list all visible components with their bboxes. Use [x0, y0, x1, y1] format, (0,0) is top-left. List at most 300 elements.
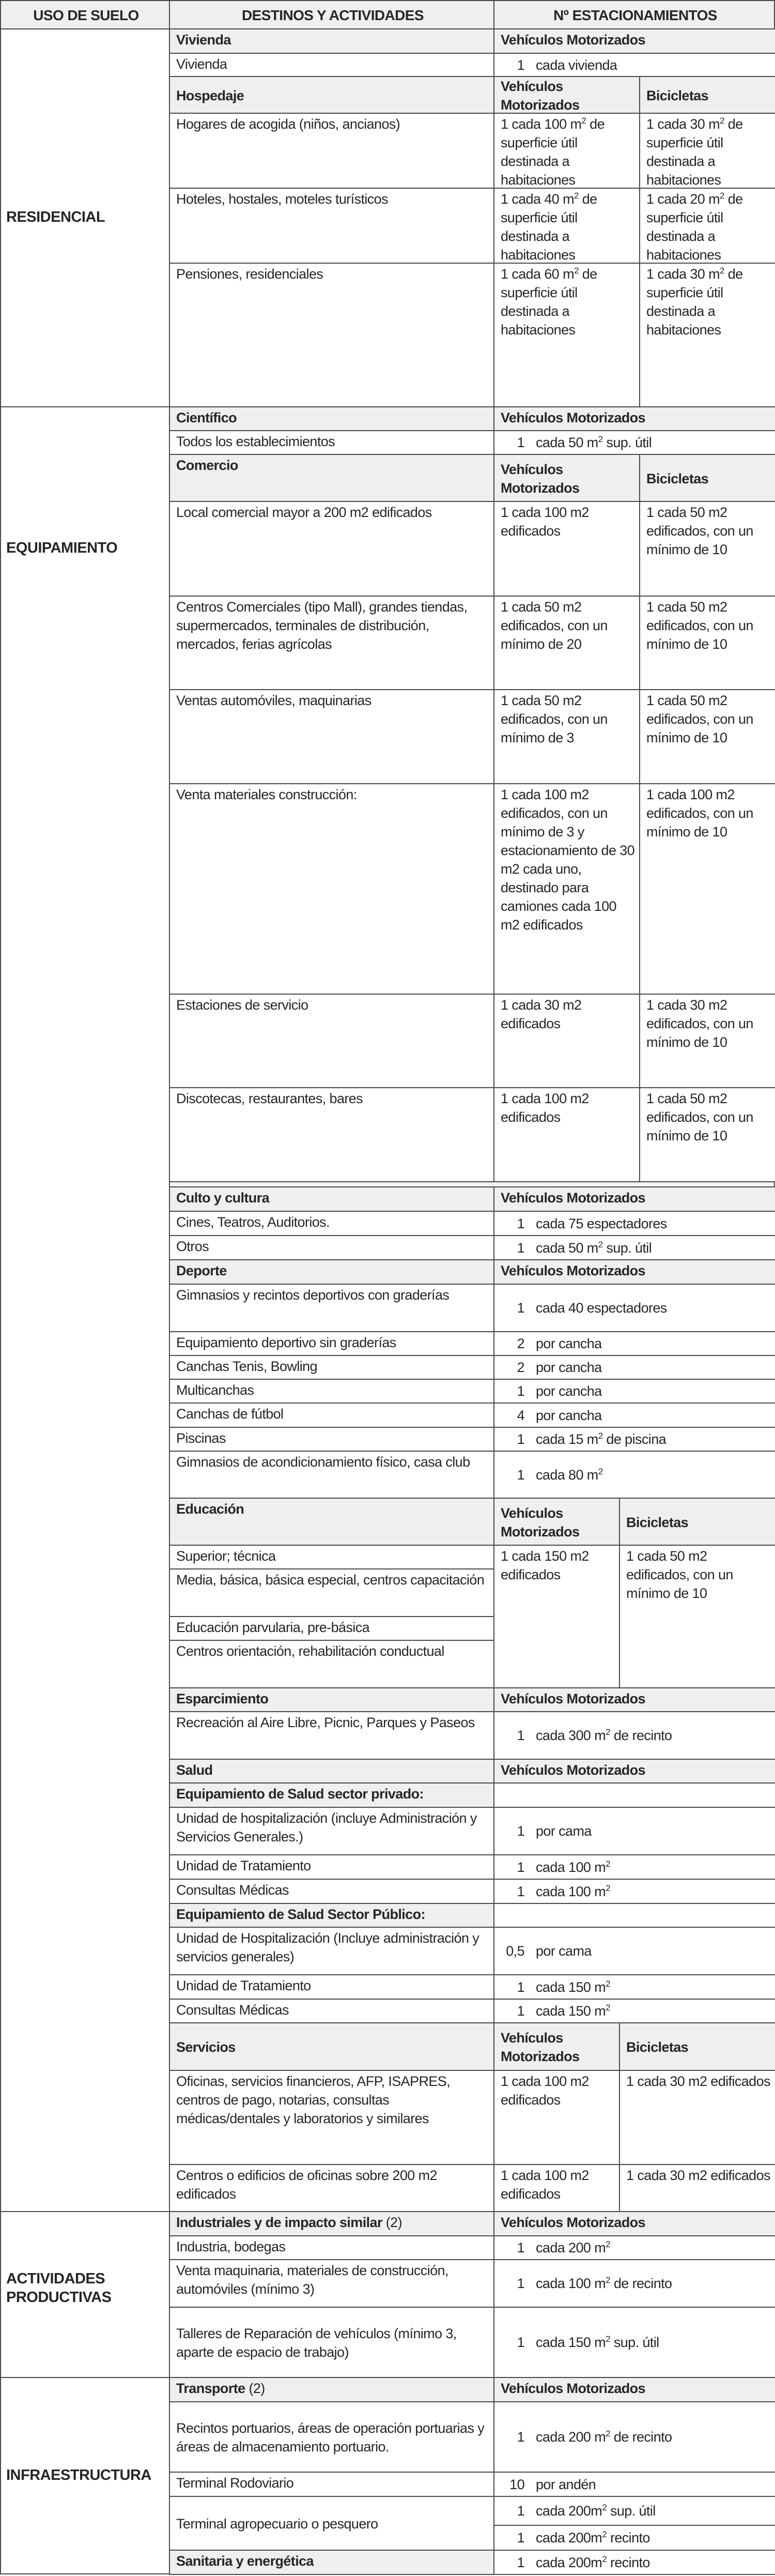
bicycle-requirement-text: 1 cada 30 $m^2$ de superficie útil destinada a habitaciones [646, 116, 743, 188]
activity-label: Venta materiales construcción: [176, 787, 357, 802]
section-title: Equipamiento de Salud sector privado: [176, 1786, 424, 1802]
parking-value [494, 1404, 775, 1427]
parking-unit: por cama [536, 1823, 592, 1839]
section-header [169, 2550, 494, 2575]
parking-value [494, 2526, 775, 2550]
vehicle-requirement [493, 113, 640, 189]
activity-label: Multicanchas [176, 1382, 254, 1398]
parking-value [494, 2473, 775, 2496]
parking-value [494, 1928, 775, 1974]
activity-label: Recintos portuarios, áreas de operación portuarias y áreas de almacenamiento portuario. [176, 2420, 485, 2455]
vehicle-requirement [493, 689, 640, 784]
section-vehicle-header [493, 1782, 775, 1808]
section-title: Científico [176, 410, 237, 425]
vehicle-requirement [493, 188, 640, 264]
footnote-ref: (2) [245, 2381, 265, 2396]
section-header [169, 2211, 494, 2236]
activity-label: Unidad de Hospitalización (Incluye administración y servicios generales) [176, 1930, 479, 1964]
section-vehicle-header [493, 2377, 775, 2402]
bicycle-column-header [619, 1498, 775, 1546]
vehicle-column-header [493, 76, 640, 114]
activity-row [169, 1211, 494, 1236]
bicycle-requirement [639, 596, 775, 690]
vehicle-column-header [493, 1498, 620, 1546]
vehicle-requirement [493, 783, 640, 995]
activity-label: Equipamiento deportivo sin graderías [176, 1335, 396, 1350]
activity-row [169, 2164, 494, 2212]
activity-row [169, 2235, 494, 2260]
bicycle-requirement-text: 1 cada 30 m2 edificados, con un mínimo de 10 [646, 997, 753, 1050]
parking-requirement [493, 430, 775, 455]
parking-quantity: 1 [517, 1728, 524, 1743]
activity-label: Gimnasios y recintos deportivos con graderías [176, 1287, 450, 1303]
vehicle-requirement [493, 1545, 620, 1688]
section-header [169, 1498, 494, 1546]
parking-quantity: 1 [517, 1215, 524, 1231]
activity-row [169, 501, 494, 597]
activity-row [169, 263, 494, 407]
vehicle-type-label: Vehículos Motorizados [501, 78, 580, 113]
bicycle-requirement-text: 1 cada 30 m2 edificados [626, 2168, 770, 2183]
activity-row [169, 1807, 494, 1855]
section-vehicle-header [493, 1186, 775, 1212]
activity-label: Otros [176, 1239, 209, 1254]
bicycle-requirement [619, 2164, 775, 2212]
activity-label: Terminal Rodoviario [176, 2475, 294, 2491]
section-vehicle-header [493, 1687, 775, 1712]
section-header [169, 2377, 494, 2402]
parking-requirement [493, 2401, 775, 2473]
parking-requirement [493, 2307, 775, 2378]
section-header [169, 1782, 494, 1808]
bicycle-requirement-text: 1 cada 50 m2 edificados, con un mínimo de 10 [646, 599, 753, 652]
vehicle-requirement [493, 2164, 620, 2212]
vehicle-requirement [493, 596, 640, 690]
parking-requirement [493, 2472, 775, 2497]
section-vehicle-header [493, 1903, 775, 1928]
vehicle-requirement [493, 994, 640, 1088]
section-header [169, 406, 494, 431]
activity-label: Discotecas, restaurantes, bares [176, 1091, 363, 1106]
parking-requirement [493, 1999, 775, 2023]
column-header-estacionamientos-label: Nº ESTACIONAMIENTOS [553, 7, 717, 23]
parking-requirement [493, 2259, 775, 2308]
activity-label: Superior; técnica [176, 1548, 276, 1564]
vehicle-column-header [493, 454, 640, 502]
activity-row [169, 53, 494, 77]
activity-row [169, 1616, 494, 1641]
activity-row [169, 596, 494, 690]
activity-row [169, 689, 494, 784]
parking-requirement [493, 2550, 775, 2575]
parking-value [494, 1285, 775, 1331]
activity-label: Industria, bodegas [176, 2239, 286, 2254]
parking-unit: cada 100 $m^2$ [536, 1858, 610, 1875]
parking-value [494, 1380, 775, 1403]
parking-quantity: 10 [509, 2476, 524, 2492]
section-title: Salud [176, 1762, 213, 1778]
parking-requirement [493, 1927, 775, 1975]
parking-value [494, 1880, 775, 1903]
parking-quantity: 4 [517, 1407, 524, 1423]
parking-value [494, 1236, 775, 1259]
bicycle-requirement [639, 994, 775, 1088]
parking-quantity: 1 [517, 1859, 524, 1875]
bicycle-column-header [619, 2022, 775, 2071]
parking-quantity: 1 [517, 1240, 524, 1256]
section-header [169, 1903, 494, 1928]
section-header [169, 1759, 494, 1784]
parking-requirement [493, 1974, 775, 2000]
uso-group-label: ACTIVIDADES PRODUCTIVAS [6, 2270, 112, 2306]
activity-label: Media, básica, básica especial, centros capacitación [176, 1572, 485, 1588]
section-title: Culto y cultura [176, 1190, 270, 1206]
parking-quantity: 2 [517, 1360, 524, 1375]
section-header [169, 454, 494, 502]
vehicle-requirement-text: 1 cada 100 m2 edificados [501, 2074, 589, 2108]
activity-row [169, 1427, 494, 1452]
parking-requirement [493, 1711, 775, 1760]
bicycle-requirement [639, 689, 775, 784]
section-title: Hospedaje [176, 87, 244, 103]
vehicle-requirement [493, 501, 640, 597]
section-title: Educación [176, 1501, 244, 1517]
parking-requirement [493, 1355, 775, 1380]
bicycle-requirement-text: 1 cada 50 m2 edificados, con un mínimo de 10 [646, 505, 753, 557]
activity-row [169, 1403, 494, 1428]
uso-group-label: RESIDENCIAL [6, 209, 105, 225]
parking-requirement [493, 1427, 775, 1452]
column-header-uso-label: USO DE SUELO [33, 7, 139, 23]
activity-row [169, 2070, 494, 2165]
parking-quantity: 1 [517, 1383, 524, 1399]
activity-row [169, 2259, 494, 2308]
parking-quantity: 1 [517, 57, 524, 73]
parking-unit: cada 150 $m^2$ sup. útil [536, 2334, 659, 2350]
bicycle-requirement-text: 1 cada 50 m2 edificados, con un mínimo de 10 [646, 693, 753, 745]
activity-label: Estaciones de servicio [176, 997, 308, 1013]
parking-value [494, 2000, 775, 2022]
parking-requirement [493, 1403, 775, 1428]
parking-quantity: 1 [517, 1467, 524, 1483]
vehicle-type-label: Vehículos Motorizados [501, 1263, 645, 1278]
bicycle-requirement-text: 1 cada 50 m2 edificados, con un mínimo de 10 [626, 1548, 733, 1601]
parking-unit: cada 200 $m^2$ [536, 2239, 610, 2255]
parking-requirement [493, 1379, 775, 1404]
activity-label: Consultas Médicas [176, 1882, 289, 1898]
vehicle-type-label: Vehículos Motorizados [501, 410, 645, 425]
parking-unit: cada 150 $m^2$ [536, 1978, 610, 1995]
section-title: Servicios [176, 2039, 236, 2055]
activity-label: Recreación al Aire Libre, Picnic, Parques y Paseos [176, 1715, 475, 1730]
parking-requirement [493, 1879, 775, 1904]
parking-unit: por cancha [536, 1336, 602, 1351]
parking-value [494, 1808, 775, 1854]
vehicle-type-label: Vehículos Motorizados [501, 2381, 645, 2396]
bicycle-requirement [639, 783, 775, 995]
activity-label: Vivienda [176, 56, 227, 72]
section-title: Deporte [176, 1263, 227, 1278]
parking-quantity: 0,5 [506, 1943, 524, 1959]
vehicle-requirement [493, 1087, 640, 1182]
activity-row [169, 783, 494, 995]
vehicle-type-label: Vehículos Motorizados [501, 2215, 645, 2230]
activity-row [169, 2472, 494, 2497]
parking-unit: cada $200m^2$ recinto [536, 2529, 650, 2545]
parking-requirement [493, 2496, 775, 2526]
vehicle-requirement-text: 1 cada 150 m2 edificados [501, 1548, 589, 1582]
parking-unit: cada 50 $m^2$ sup. útil [536, 434, 652, 450]
parking-unit: cada 50 $m^2$ sup. útil [536, 1239, 652, 1256]
section-header [169, 1186, 494, 1212]
parking-unit: cada 40 espectadores [536, 1300, 667, 1316]
section-vehicle-header [493, 28, 775, 54]
vehicle-requirement-text: 1 cada 30 m2 edificados [501, 997, 582, 1031]
parking-unit: cada 15 $m^2$ de piscina [536, 1431, 667, 1447]
section-header [169, 28, 494, 54]
activity-label: Cines, Teatros, Auditorios. [176, 1214, 330, 1230]
activity-label: Gimnasios de acondicionamiento físico, casa club [176, 1454, 470, 1470]
parking-value [494, 1975, 775, 1999]
bicycle-label: Bicicletas [646, 470, 709, 486]
vehicle-requirement-text: 1 cada 100 m2 edificados [501, 505, 589, 539]
activity-row [169, 1331, 494, 1356]
section-header [169, 2022, 494, 2071]
parking-value [494, 2551, 775, 2574]
parking-requirement [493, 2525, 775, 2551]
activity-row [169, 1284, 494, 1332]
activity-label: Hoteles, hostales, moteles turísticos [176, 191, 388, 207]
parking-unit: cada vivienda [536, 57, 617, 73]
parking-value [494, 54, 775, 76]
activity-label: Oficinas, servicios financieros, AFP, ISAPRES, centros de pago, notarias, consultas médicas/dentales y laboratorios y similares [176, 2074, 451, 2126]
parking-quantity: 1 [517, 2429, 524, 2445]
parking-quantity: 1 [517, 1300, 524, 1316]
parking-unit: cada 100 $m^2$ de recinto [536, 2275, 672, 2291]
bicycle-requirement [639, 188, 775, 264]
activity-label: Consultas Médicas [176, 2002, 289, 2018]
vehicle-type-label: Vehículos Motorizados [501, 2030, 580, 2064]
section-vehicle-header [493, 1259, 775, 1285]
parking-value [494, 1452, 775, 1498]
vehicle-requirement-text: 1 cada 100 $m^2$ de superficie útil destinada a habitaciones [501, 116, 605, 188]
vehicle-requirement-text: 1 cada 100 m2 edificados, con un mínimo de 3 y estacionamiento de 30 m2 cada uno, destinado para camiones cada 100 m2 edificados [501, 787, 635, 933]
activity-label: Canchas Tenis, Bowling [176, 1359, 317, 1374]
activity-row [169, 113, 494, 189]
vehicle-type-label: Vehículos Motorizados [501, 1762, 645, 1778]
bicycle-requirement-text: 1 cada 20 $m^2$ de superficie útil destinada a habitaciones [646, 191, 743, 263]
vehicle-type-label: Vehículos Motorizados [501, 1190, 645, 1206]
parking-requirement [493, 1807, 775, 1855]
bicycle-column-header [639, 454, 775, 502]
parking-quantity: 1 [517, 2503, 524, 2519]
vehicle-requirement-text: 1 cada 60 $m^2$ de superficie útil destinada a habitaciones [501, 266, 597, 338]
vehicle-column-header [493, 2022, 620, 2071]
parking-quantity: 1 [517, 2003, 524, 2019]
parking-unit: por cancha [536, 1383, 602, 1399]
activity-label: Piscinas [176, 1430, 226, 1446]
bicycle-label: Bicicletas [626, 1514, 689, 1530]
parking-unit: cada 200 $m^2$ de recinto [536, 2429, 672, 2445]
parking-unit: cada 300 $m^2$ de recinto [536, 1727, 672, 1743]
activity-row [169, 1087, 494, 1182]
activity-row [169, 1379, 494, 1404]
activity-label: Unidad de hospitalización (incluye Administración y Servicios Generales.) [176, 1810, 477, 1845]
bicycle-label: Bicicletas [646, 87, 709, 103]
parking-quantity: 1 [517, 2554, 524, 2570]
activity-label: Centros o edificios de oficinas sobre 200 m2 edificados [176, 2168, 437, 2202]
activity-row [169, 1854, 494, 1880]
bicycle-requirement [619, 2070, 775, 2165]
activity-row [169, 1451, 494, 1499]
parking-requirement [493, 1211, 775, 1236]
bicycle-requirement [619, 1545, 775, 1688]
section-title: Industriales y de impacto similar [176, 2215, 382, 2230]
parking-requirement [493, 1284, 775, 1332]
activity-row [169, 2496, 494, 2551]
activity-label: Unidad de Tratamiento [176, 1858, 311, 1873]
parking-requirement [493, 1451, 775, 1499]
column-header-destinos [169, 0, 494, 29]
parking-unit: cada 80 $m^2$ [536, 1466, 603, 1483]
activity-label: Centros orientación, rehabilitación conductual [176, 1643, 444, 1659]
bicycle-requirement-text: 1 cada 30 m2 edificados [626, 2074, 770, 2089]
bicycle-requirement [639, 263, 775, 407]
parking-value [494, 1428, 775, 1451]
section-title: Sanitaria y energética [176, 2553, 314, 2569]
parking-value [494, 2497, 775, 2525]
column-header-destinos-label: DESTINOS Y ACTIVIDADES [242, 7, 424, 23]
vehicle-requirement [493, 2070, 620, 2165]
bicycle-requirement [639, 501, 775, 597]
activity-label: Terminal agropecuario o pesquero [176, 2516, 378, 2532]
activity-row [169, 994, 494, 1088]
section-vehicle-header [493, 406, 775, 431]
section-header [169, 1687, 494, 1712]
activity-row [169, 1640, 494, 1688]
column-header-estacionamientos [493, 0, 775, 29]
vehicle-requirement [493, 263, 640, 407]
parking-quantity: 1 [517, 2276, 524, 2291]
section-title: Comercio [176, 458, 238, 473]
activity-row [169, 1974, 494, 2000]
parking-requirement [493, 1235, 775, 1260]
activity-row [169, 1235, 494, 1260]
activity-row [169, 2401, 494, 2473]
parking-quantity: 1 [517, 2530, 524, 2545]
activity-row [169, 1545, 494, 1569]
parking-unit: cada 75 espectadores [536, 1215, 667, 1231]
activity-row [169, 1711, 494, 1760]
activity-label: Hogares de acogida (niños, ancianos) [176, 116, 400, 132]
parking-requirement [493, 53, 775, 77]
section-vehicle-header [493, 2211, 775, 2236]
section-vehicle-header [493, 1759, 775, 1784]
parking-unit: por cancha [536, 1407, 602, 1423]
section-title: Esparcimiento [176, 1691, 269, 1706]
column-header-uso [0, 0, 170, 29]
activity-row [169, 1568, 494, 1617]
parking-quantity: 1 [517, 1979, 524, 1995]
activity-row [169, 1927, 494, 1975]
parking-unit: por cancha [536, 1360, 602, 1375]
vehicle-type-label: Vehículos Motorizados [501, 461, 580, 496]
parking-unit: cada 150 $m^2$ [536, 2003, 610, 2019]
activity-row [169, 1999, 494, 2023]
activity-label: Local comercial mayor a 200 m2 edificados [176, 505, 432, 520]
activity-label: Pensiones, residenciales [176, 266, 323, 282]
parking-value [494, 431, 775, 454]
parking-quantity: 1 [517, 1883, 524, 1899]
vehicle-requirement-text: 1 cada 40 $m^2$ de superficie útil destinada a habitaciones [501, 191, 597, 263]
section-header [169, 76, 494, 114]
section-title: Vivienda [176, 32, 231, 48]
parking-unit: cada $200m^2$ recinto [536, 2554, 650, 2570]
parking-value [494, 1855, 775, 1879]
activity-label: Unidad de Tratamiento [176, 1978, 311, 1993]
vehicle-type-label: Vehículos Motorizados [501, 32, 645, 48]
parking-unit: cada $200m^2$ sup. útil [536, 2503, 656, 2519]
section-header [169, 1259, 494, 1285]
activity-label: Centros Comerciales (tipo Mall), grandes tiendas, supermercados, terminales de distribución, mercados, ferias agrícolas [176, 599, 468, 652]
parking-quantity: 1 [517, 1431, 524, 1447]
vehicle-requirement-text: 1 cada 100 m2 edificados [501, 1091, 589, 1125]
footnote-ref: (2) [382, 2215, 402, 2230]
parking-value [494, 2402, 775, 2472]
uso-group-label: INFRAESTRUCTURA [6, 2467, 151, 2483]
activity-row [169, 188, 494, 264]
parking-value [494, 1332, 775, 1355]
vehicle-type-label: Vehículos Motorizados [501, 1505, 580, 1539]
activity-row [169, 430, 494, 455]
parking-value [494, 1212, 775, 1235]
vehicle-requirement-text: 1 cada 50 m2 edificados, con un mínimo de 20 [501, 599, 608, 652]
bicycle-requirement [639, 1087, 775, 1182]
bicycle-requirement [639, 113, 775, 189]
bicycle-requirement-text: 1 cada 30 $m^2$ de superficie útil destinada a habitaciones [646, 266, 743, 338]
section-title: Transporte [176, 2381, 245, 2396]
parking-unit: por andén [536, 2476, 596, 2492]
parking-value [494, 2236, 775, 2259]
bicycle-requirement-text: 1 cada 100 m2 edificados, con un mínimo de 10 [646, 787, 753, 840]
activity-label: Todos los establecimientos [176, 434, 335, 449]
activity-label: Canchas de fútbol [176, 1406, 284, 1422]
activity-label: Venta maquinaria, materiales de construcción, automóviles (mínimo 3) [176, 2263, 448, 2297]
parking-requirement [493, 1854, 775, 1880]
vehicle-type-label: Vehículos Motorizados [501, 1691, 645, 1706]
parking-quantity: 2 [517, 1336, 524, 1351]
parking-value [494, 2308, 775, 2377]
activity-row [169, 2307, 494, 2378]
bicycle-requirement-text: 1 cada 50 m2 edificados, con un mínimo de 10 [646, 1091, 753, 1144]
uso-group-equipamiento [0, 406, 170, 2212]
activity-label: Talleres de Reparación de vehículos (mínimo 3, aparte de espacio de trabajo) [176, 2326, 457, 2360]
parking-value [494, 2260, 775, 2307]
bicycle-label: Bicicletas [626, 2039, 689, 2055]
parking-quantity: 1 [517, 2335, 524, 2350]
activity-label: Ventas automóviles, maquinarias [176, 693, 371, 708]
parking-unit: cada 100 $m^2$ [536, 1883, 610, 1899]
parking-value [494, 1356, 775, 1379]
parking-requirement [493, 2235, 775, 2260]
parking-quantity: 1 [517, 435, 524, 450]
bicycle-column-header [639, 76, 775, 114]
parking-quantity: 1 [517, 1823, 524, 1839]
section-title: Equipamiento de Salud Sector Público: [176, 1907, 425, 1922]
activity-row [169, 1879, 494, 1904]
vehicle-requirement-text: 1 cada 50 m2 edificados, con un mínimo de 3 [501, 693, 608, 745]
activity-label: Educación parvularia, pre-básica [176, 1620, 370, 1635]
